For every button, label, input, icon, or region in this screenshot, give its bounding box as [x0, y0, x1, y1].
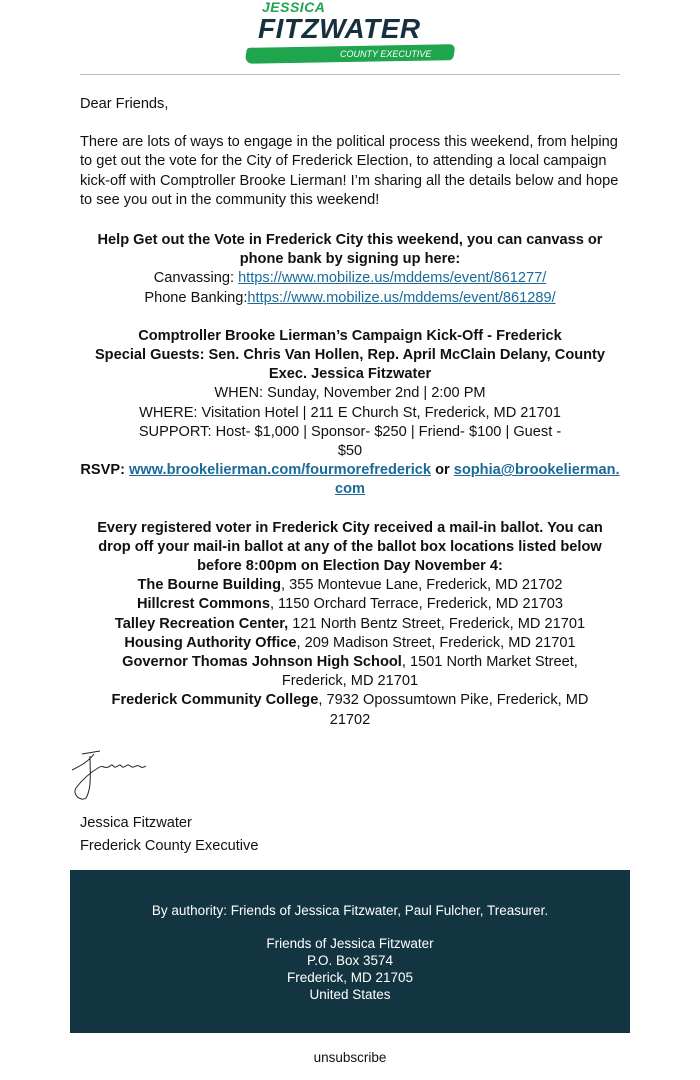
- gotv-section: [80, 231, 620, 308]
- ballot-location: Hillcrest Commons, 1150 Orchard Terrace, Frederick, MD 21703: [136, 596, 564, 613]
- canvass-link[interactable]: https://www.mobilize.us/mddems/event/861277/: [238, 270, 547, 287]
- logo-last-name: FITZWATER: [258, 13, 421, 44]
- email-body: [80, 95, 620, 730]
- ballot-location: Governor Thomas Johnson High School, 1501 North Market Street, Frederick, MD 21701: [122, 654, 578, 690]
- unsubscribe-link[interactable]: unsubscribe: [313, 1049, 387, 1065]
- handwritten-signature: [68, 748, 158, 804]
- footer-country: United States: [309, 986, 391, 1002]
- signer-title: Frederick County Executive: [80, 837, 259, 854]
- greeting: Dear Friends,: [80, 96, 169, 112]
- logo-first-name: JESSICA: [262, 0, 326, 15]
- gotv-heading: Help Get out the Vote in Frederick City this weekend, you can canvass or phone bank by signing up here:: [97, 232, 603, 268]
- rsvp-link[interactable]: www.brookelierman.com/fourmorefrederick: [129, 462, 432, 479]
- kickoff-section: [80, 327, 620, 500]
- rsvp-email-link[interactable]: sophia@brookelierman.com: [334, 462, 620, 498]
- kickoff-support: SUPPORT: Host- $1,000 | Sponsor- $250 | Friend- $100 | Guest - $50: [138, 423, 562, 460]
- kickoff-where: WHERE: Visitation Hotel | 211 E Church St, Frederick, MD 21701: [139, 404, 561, 421]
- signer-block: [80, 812, 700, 858]
- ballot-section: [80, 519, 620, 730]
- footer: [70, 870, 630, 1033]
- rsvp-label: RSVP:: [80, 462, 130, 479]
- intro-paragraph: There are lots of ways to engage in the political process this weekend, from helping to get out the vote for the City of Frederick Election, to attending a local campaign kick-off with Comptroller Brooke Lierman! I’m sharing all the details below and hope to see you out in the community this weekend!: [80, 134, 619, 208]
- footer-city: Frederick, MD 21705: [286, 969, 414, 985]
- ballot-location: Frederick Community College, 7932 Opossumtown Pike, Frederick, MD 21702: [111, 692, 589, 728]
- ballot-heading: Every registered voter in Frederick City received a mail-in ballot. You can drop off your mail-in ballot at any of the ballot box locations listed below before 8:00pm on Election Day November 4:: [97, 519, 603, 575]
- logo-title: COUNTY EXECUTIVE: [340, 49, 432, 59]
- kickoff-when: WHEN: Sunday, November 2nd | 2:00 PM: [214, 385, 486, 402]
- authority-line: By authority: Friends of Jessica Fitzwater, Paul Fulcher, Treasurer.: [151, 902, 549, 918]
- campaign-logo: [244, 0, 456, 66]
- kickoff-title: Comptroller Brooke Lierman’s Campaign Kick-Off - Frederick: [138, 327, 562, 344]
- header-divider: [80, 74, 620, 75]
- phone-bank-link[interactable]: https://www.mobilize.us/mddems/event/861289/: [247, 289, 556, 306]
- rsvp-or: or: [431, 462, 454, 479]
- footer-address: [70, 935, 630, 1003]
- signer-name: Jessica Fitzwater: [80, 814, 192, 831]
- footer-po-box: P.O. Box 3574: [306, 952, 394, 968]
- ballot-location: The Bourne Building, 355 Montevue Lane, Frederick, MD 21702: [137, 577, 563, 594]
- footer-org: Friends of Jessica Fitzwater: [266, 935, 434, 951]
- canvass-label: Canvassing:: [153, 270, 239, 287]
- ballot-location: Housing Authority Office, 209 Madison Street, Frederick, MD 21701: [124, 634, 576, 651]
- phone-label: Phone Banking:: [144, 289, 248, 306]
- kickoff-guests: Special Guests: Sen. Chris Van Hollen, Rep. April McClain Delany, County Exec. Jessica Fitzwater: [94, 347, 606, 383]
- ballot-location: Talley Recreation Center, 121 North Bentz Street, Frederick, MD 21701: [114, 615, 586, 632]
